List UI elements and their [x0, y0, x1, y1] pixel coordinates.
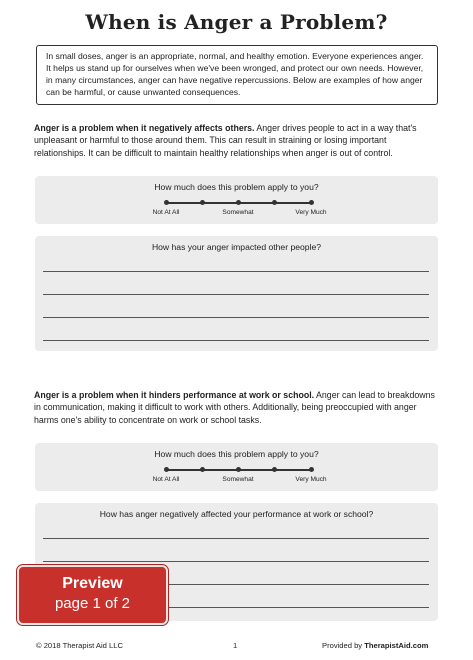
intro-box: In small doses, anger is an appropriate, normal, and healthy emotion. Everyone experiences anger. It helps us stand up for ourselves when we've been wronged, and protect our own needs. However, in many circumstances, anger can have negative repercussions. Below are examples of how anger can be harmful, or cause unwanted consequences. [36, 45, 438, 105]
section-1-body: Anger drives people to act in a way that's unpleasant or harmful to those around them. This can result in straining or losing important relationships. It can be difficult to maintain healthy relationships when anger is out of control. [34, 123, 417, 158]
scale-point[interactable] [272, 200, 277, 205]
preview-badge [17, 565, 168, 625]
section-1-rating-panel [35, 176, 438, 224]
scale-label-not-at-all: Not At All [152, 476, 180, 483]
scale-point[interactable] [164, 467, 169, 472]
page-title: When is Anger a Problem? [85, 10, 388, 34]
footer-site-link[interactable]: TherapistAid.com [364, 641, 429, 650]
scale-point[interactable] [309, 200, 314, 205]
writing-line[interactable] [43, 271, 429, 272]
scale-point[interactable] [200, 467, 205, 472]
scale-label-not-at-all: Not At All [152, 209, 180, 216]
writing-line[interactable] [43, 317, 429, 318]
section-2-body: Anger can lead to breakdowns in communication, making it difficult to work with others. Additionally, being preoccupied with anger harms one's ability to concentrate on work or school tasks. [34, 390, 435, 425]
section-1-write-panel [35, 236, 438, 351]
scale-label-somewhat: Somewhat [222, 209, 254, 216]
scale-point[interactable] [236, 200, 241, 205]
section-1-write-question: How has your anger impacted other people? [151, 242, 322, 252]
scale-point[interactable] [164, 200, 169, 205]
section-1-rating-question: How much does this problem apply to you? [154, 182, 319, 192]
section-2-lead: Anger is a problem when it hinders performance at work or school. [34, 390, 315, 400]
scale-label-very-much: Very Much [295, 209, 327, 216]
writing-line[interactable] [43, 340, 429, 341]
scale-label-very-much: Very Much [295, 476, 327, 483]
scale-point[interactable] [200, 200, 205, 205]
section-2-write-question: How has anger negatively affected your performance at work or school? [99, 509, 374, 519]
scale-point[interactable] [236, 467, 241, 472]
section-1-text [34, 122, 440, 159]
footer-copyright: © 2018 Therapist Aid LLC [36, 641, 123, 650]
writing-line[interactable] [43, 538, 429, 539]
footer-provided-by [322, 641, 428, 650]
preview-page-indicator: page 1 of 2 [54, 595, 131, 612]
scale-point[interactable] [272, 467, 277, 472]
section-2-rating-panel [35, 443, 438, 491]
preview-title: Preview [62, 575, 123, 592]
section-1-rating-scale[interactable] [166, 202, 311, 204]
section-2-text [34, 389, 440, 426]
writing-line[interactable] [43, 561, 429, 562]
scale-point[interactable] [309, 467, 314, 472]
section-1-lead: Anger is a problem when it negatively affects others. [34, 123, 255, 133]
section-2-rating-question: How much does this problem apply to you? [154, 449, 319, 459]
writing-line[interactable] [43, 294, 429, 295]
footer-provided-prefix: Provided by [322, 641, 365, 650]
footer-page-number: 1 [233, 641, 238, 650]
section-2-rating-scale[interactable] [166, 469, 311, 471]
scale-label-somewhat: Somewhat [222, 476, 254, 483]
